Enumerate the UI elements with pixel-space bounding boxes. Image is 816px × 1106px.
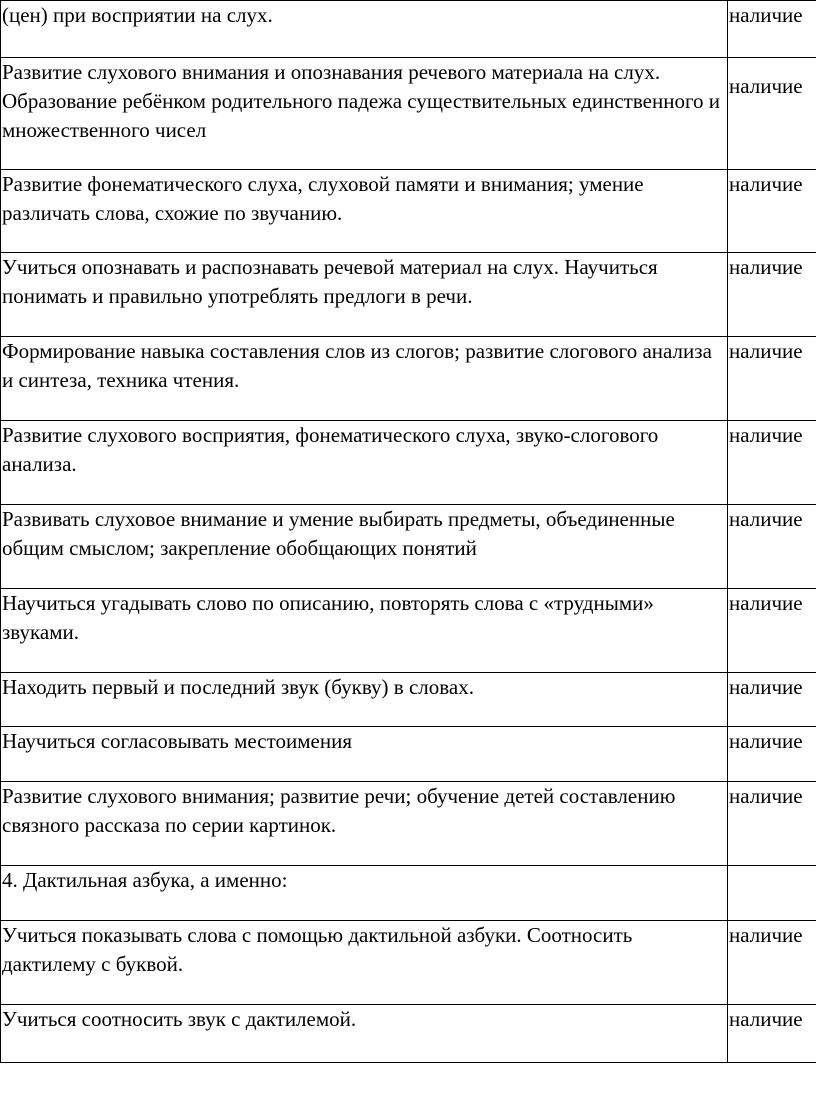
table-row	[1, 921, 816, 1005]
status-value: наличие	[729, 507, 803, 531]
status-value: наличие	[729, 1007, 803, 1031]
table-row	[1, 673, 816, 727]
skill-description: Учиться показывать слова с помощью дактильной азбуки. Соотносить дактилему с буквой.	[2, 923, 633, 976]
skill-description-cell	[1, 253, 728, 337]
table-row	[1, 421, 816, 505]
section-heading: 4. Дактильная азбука, а именно:	[2, 868, 288, 892]
status-cell	[728, 589, 816, 673]
status-cell	[728, 1005, 816, 1063]
skill-description-cell	[1, 782, 728, 866]
status-value: наличие	[729, 784, 803, 808]
status-value: наличие	[729, 423, 803, 447]
skill-description: Развитие слухового восприятия, фонематического слуха, звуко-слогового анализа.	[2, 423, 659, 476]
skill-description: Развивать слуховое внимание и умение выбирать предметы, объединенные общим смыслом; закрепление обобщающих понятий	[2, 507, 675, 560]
status-cell	[728, 170, 816, 253]
skill-description-cell	[1, 921, 728, 1005]
status-value: наличие	[729, 172, 803, 196]
skill-description-cell	[1, 673, 728, 727]
table-row	[1, 727, 816, 782]
status-cell	[728, 337, 816, 421]
table-row	[1, 170, 816, 253]
status-cell	[728, 782, 816, 866]
table-row	[1, 1, 816, 58]
status-cell	[728, 866, 816, 921]
status-cell	[728, 58, 816, 170]
status-cell	[728, 673, 816, 727]
skill-description-cell	[1, 1, 728, 58]
table-row	[1, 782, 816, 866]
status-cell	[728, 253, 816, 337]
skill-description: (цен) при восприятии на слух.	[2, 3, 273, 27]
table-row	[1, 253, 816, 337]
skill-description-cell	[1, 337, 728, 421]
status-cell	[728, 727, 816, 782]
skill-description-cell	[1, 1005, 728, 1063]
status-cell	[728, 505, 816, 589]
skill-description: Формирование навыка составления слов из слогов; развитие слогового анализа и синтеза, техника чтения.	[2, 339, 712, 392]
table-row	[1, 589, 816, 673]
status-value: наличие	[729, 729, 803, 753]
status-value: наличие	[729, 591, 803, 615]
skill-description-cell	[1, 170, 728, 253]
skill-description: Развитие слухового внимания; развитие речи; обучение детей составлению связного рассказа по серии картинок.	[2, 784, 676, 837]
status-cell	[728, 1, 816, 58]
skill-description-cell	[1, 58, 728, 170]
table-row	[1, 337, 816, 421]
skill-description-cell	[1, 589, 728, 673]
table-row	[1, 866, 816, 921]
table-row	[1, 1005, 816, 1063]
status-cell	[728, 921, 816, 1005]
skill-description-cell	[1, 727, 728, 782]
skill-description: Учиться соотносить звук с дактилемой.	[2, 1007, 357, 1031]
skill-description: Учиться опознавать и распознавать речевой материал на слух. Научиться понимать и правильно употреблять предлоги в речи.	[2, 255, 658, 308]
skill-description-cell	[1, 421, 728, 505]
status-value: наличие	[729, 923, 803, 947]
status-value: наличие	[729, 3, 803, 27]
status-cell	[728, 421, 816, 505]
skill-description-cell	[1, 505, 728, 589]
skill-description: Находить первый и последний звук (букву) в словах.	[2, 675, 474, 699]
skill-description: Развитие слухового внимания и опознавания речевого материала на слух. Образование ребёнком родительного падежа существительных единственного и множественного чисел	[2, 60, 721, 142]
skill-description: Развитие фонематического слуха, слуховой памяти и внимания; умение различать слова, схожие по звучанию.	[2, 172, 644, 225]
skill-description: Научиться угадывать слово по описанию, повторять слова с «трудными» звуками.	[2, 591, 654, 644]
table-row	[1, 58, 816, 170]
status-value: наличие	[729, 675, 803, 699]
status-value: наличие	[729, 339, 803, 363]
status-value: наличие	[729, 255, 803, 279]
status-value: наличие	[729, 74, 803, 98]
section-heading-cell	[1, 866, 728, 921]
skill-description: Научиться согласовывать местоимения	[2, 729, 352, 753]
table-row	[1, 505, 816, 589]
